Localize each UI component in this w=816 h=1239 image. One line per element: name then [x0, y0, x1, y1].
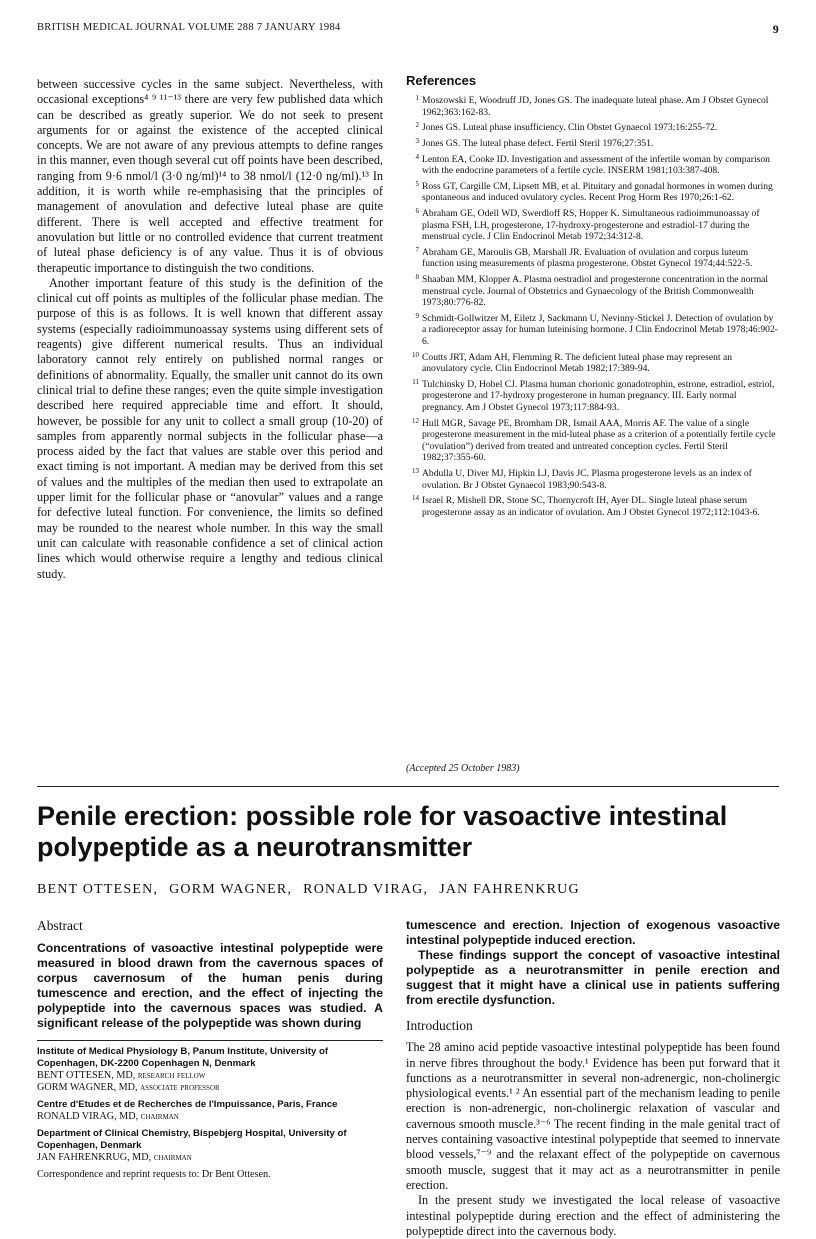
references-heading: References	[406, 73, 477, 88]
reference-text: Jones GS. Luteal phase insufficiency. Clin Obstet Gynaecol 1973;16:255-72.	[422, 122, 718, 134]
reference-number: 4	[415, 152, 419, 161]
references-section	[406, 73, 780, 522]
introduction-paragraph: In the present study we investigated the local release of vasoactive intestinal polypeptide during erection and the effect of administering the polypeptide direct into the cavernous body.	[406, 1193, 780, 1238]
abstract-section	[37, 918, 383, 1031]
affiliation-block	[37, 1128, 383, 1164]
reference-text: Israel R, Mishell DR, Stone SC, Thornycroft IH, Ayer DL. Single luteal phase serum progesterone assay as an indicator of ovulation. Am J Obstet Gynecol 1972;112:1043-6.	[422, 495, 760, 518]
reference-item	[406, 181, 780, 204]
author-list	[37, 882, 591, 898]
discussion-paragraph: between successive cycles in the same subject. Nevertheless, with occasional exceptions⁴ ⁹ ¹¹⁻¹³ there are very few published data which can be described as greatly superior. We do not seek to present arguments for or against the existence of the accepted clinical concepts. We are not aware of any previous attempts to define ranges in this manner, even though several cut off points have been described, ranging from 9·6 nmol/l (3·0 ng/ml)¹⁴ to 38 nmol/l (12·0 ng/ml).¹³ In addition, it is worth while re-emphasising that the principles of management of anovulation and defective luteal phase are quite different. There is well accepted and effective treatment for anovulation but little or no controlled evidence that current treatment of luteal phase deficiency is of any value. Thus it is of obvious therapeutic importance to distinguish the two conditions.	[37, 77, 383, 275]
author-name: JAN FAHRENKRUG	[439, 882, 580, 897]
reference-number: 11	[412, 377, 419, 386]
reference-text: Abraham GE, Odell WD, Swerdloff RS, Hopper K. Simultaneous radioimmunoassay of plasma FSH, LH, progesterone, 17-hydroxy-progesterone and estradiol-17 during the menstrual cycle. J Clin Endocrinol Metab 1972;34:312-8.	[422, 208, 760, 243]
reference-item	[406, 154, 780, 177]
reference-number: 9	[415, 311, 419, 320]
reference-text: Abdulla U, Diver MJ, Hipkin LJ, Davis JC. Plasma progesterone levels as an index of ovulation. Br J Obstet Gynaecol 1983;90:543-8.	[422, 467, 752, 491]
abstract-text-continued: tumescence and erection. Injection of exogenous vasoactive intestinal polypeptide induced erection.	[406, 918, 780, 947]
section-divider	[37, 786, 779, 787]
author-name: BENT OTTESEN,	[37, 882, 159, 897]
reference-number: 3	[415, 137, 419, 146]
reference-number: 6	[415, 207, 419, 216]
author-name: RONALD VIRAG,	[303, 882, 429, 897]
reference-text: Coutts JRT, Adam AH, Flemming R. The deficient luteal phase may represent an anovulatory cycle. Clin Endocrinol Metab 1982;17:389-94.	[422, 351, 733, 375]
introduction-section	[406, 1018, 780, 1239]
reference-item	[406, 418, 780, 464]
reference-text: Abraham GE, Maroulis GB, Marshall JR. Evaluation of ovulation and corpus luteum function using measurements of plasma progesterone. Obstet Gynecol 1974;44:522-5.	[422, 246, 753, 270]
reference-number: 2	[415, 121, 419, 130]
author-name: GORM WAGNER,	[169, 882, 293, 897]
author-credential: BENT OTTESEN, MD, research fellow	[37, 1070, 206, 1081]
institution: Department of Clinical Chemistry, Bispebjerg Hospital, University of Copenhagen, Denmark	[37, 1128, 347, 1151]
abstract-heading: Abstract	[37, 918, 83, 933]
reference-item	[406, 274, 780, 309]
institution: Centre d'Etudes et de Recherches de l'Impuissance, Paris, France	[37, 1099, 338, 1110]
correspondence-note: Correspondence and reprint requests to: Dr Bent Ottesen.	[37, 1169, 271, 1180]
reference-item	[406, 495, 780, 518]
accepted-date: (Accepted 25 October 1983)	[406, 763, 520, 774]
reference-text: Lenton EA, Cooke ID. Investigation and assessment of the infertile woman by comparison with the endocrine parameters of a fertile cycle. INSERM 1981;103:387-408.	[422, 153, 770, 177]
affiliation-block	[37, 1046, 383, 1094]
reference-list	[406, 95, 780, 518]
introduction-paragraph: The 28 amino acid peptide vasoactive intestinal polypeptide has been found in nerve fibres throughout the body.¹ Evidence has been put forward that it functions as a neurotransmitter in several non-adrenergic, non-cholinergic physiological events.¹ ² An essential part of the mechanism leading to penile erection is non-adrenergic, non-cholinergic relaxation of vascular and cavernous smooth muscle.³⁻⁶ The recent finding in the male genital tract of nerves containing vasoactive intestinal polypeptide that seemed to innervate blood vessels,⁷⁻⁹ and the relaxant effect of the polypeptide on cavernous smooth muscle, suggest that it may act as a neurotransmitter in penile erection.	[406, 1040, 780, 1192]
reference-text: Ross GT, Cargille CM, Lipsett MB, et al. Pituitary and gonadal hormones in women during spontaneous and induced ovulatory cycles. Recent Prog Horm Res 1970;26:1-62.	[422, 180, 773, 204]
reference-item	[406, 468, 780, 491]
previous-article-discussion	[37, 77, 383, 582]
reference-number: 5	[415, 179, 419, 188]
reference-item	[406, 95, 780, 118]
author-credential: JAN FAHRENKRUG, MD, chairman	[37, 1152, 192, 1163]
reference-item	[406, 122, 780, 134]
reference-text: Tulchinsky D, Hobel CJ. Plasma human chorionic gonadotrophin, estrone, estradiol, estriol, progesterone and 17-hydroxy progesterone in human pregnancy. III. Early normal pregnancy. Am J Obstet Gynecol 1973;117:884-93.	[422, 378, 775, 413]
reference-item	[406, 313, 780, 348]
reference-number: 12	[412, 416, 419, 425]
running-head	[37, 22, 779, 38]
affiliation-block	[37, 1099, 383, 1123]
reference-item	[406, 138, 780, 150]
affiliation-divider	[37, 1040, 383, 1041]
introduction-heading: Introduction	[406, 1018, 473, 1033]
institution: Institute of Medical Physiology B, Panum Institute, University of Copenhagen, DK-2200 Copenhagen N, Denmark	[37, 1046, 329, 1069]
reference-number: 8	[415, 273, 419, 282]
author-credential: GORM WAGNER, MD, associate professor	[37, 1082, 220, 1093]
page-number: 9	[772, 22, 779, 36]
reference-text: Schmidt-Gollwitzer M, Eiletz J, Sackmann U, Nevinny-Stickel J. Detection of ovulation by a radioreceptor assay for human luteinising hormone. J Clin Endocrinol Metab 1978;46:902-6.	[422, 312, 778, 347]
reference-number: 14	[412, 494, 419, 503]
article-title: Penile erection: possible role for vasoactive intestinal polypeptide as a neurotransmitter	[37, 801, 728, 862]
reference-item	[406, 379, 780, 414]
journal-line: BRITISH MEDICAL JOURNAL VOLUME 288 7 JANUARY 1984	[37, 22, 341, 33]
reference-number: 10	[412, 350, 419, 359]
reference-number: 1	[415, 94, 419, 103]
reference-text: Shaaban MM, Klopper A. Plasma oestradiol and progesterone concentration in the normal menstrual cycle. Journal of Obstetrics and Gynaecology of the British Commonwealth 1973;80:776-82.	[422, 274, 769, 309]
author-affiliations	[37, 1046, 383, 1181]
reference-number: 7	[415, 245, 419, 254]
reference-item	[406, 247, 780, 270]
discussion-paragraph: Another important feature of this study is the definition of the clinical cut off points as multiples of the follicular phase median. The purpose of this is as follows. It is well known that different assay systems (especially radioimmunoassay systems using different sets of reagents) give different numerical results. Thus an individual laboratory cannot rely entirely on published normal ranges or definitions of abnormality. Equally, the smaller unit cannot do its own clinical trial to define these ranges; even the quite simple investigation described here required appreciable time and effort. It should, however, be possible for any unit to collect a small group (10-20) of samples from apparently normal subjects in the follicular phase—a process aided by the fact that values are stable over this period and exact timing is not important. A median may be derived from this set of values and the multiples of the median then used to extrapolate an upper limit for the follicular phase or “anovular” values and a range for defective luteal function. For convenience, the limits so defined may be rounded to the nearest whole number. In this way the small unit can calculate with reasonable confidence a set of clinical action lines which would otherwise require a lengthy and tedious clinical study.	[37, 275, 383, 581]
reference-item	[406, 208, 780, 243]
reference-text: Jones GS. The luteal phase defect. Fertil Steril 1976;27:351.	[422, 138, 654, 150]
reference-text: Hull MGR, Savage PE, Bromham DR, Ismail AAA, Morris AF. The value of a single progesterone measurement in the mid-luteal phase as a criterion of a potentially fertile cycle (“ovulation”) derived from treated and untreated conception cycles. Fertil Steril 1982;37:355-60.	[422, 417, 776, 464]
abstract-continuation	[406, 918, 780, 1008]
reference-number: 13	[412, 466, 419, 475]
abstract-conclusion: These findings support the concept of vasoactive intestinal polypeptide as a neurotransmitter in penile erection and suggest that it might have a clinical use in patients suffering from erectile dysfunction.	[406, 948, 780, 1007]
reference-text: Moszowski E, Woodruff JD, Jones GS. The inadequate luteal phase. Am J Obstet Gynecol 1962;363:162-83.	[422, 95, 769, 118]
reference-item	[406, 352, 780, 375]
abstract-text: Concentrations of vasoactive intestinal polypeptide were measured in blood drawn from the cavernous spaces of corpus cavernosum of the human penis during tumescence and erection, and the effect of injecting the polypeptide into the cavernous spaces was studied. A significant release of the polypeptide was shown during	[37, 941, 383, 1031]
author-credential: RONALD VIRAG, MD, chairman	[37, 1111, 179, 1122]
